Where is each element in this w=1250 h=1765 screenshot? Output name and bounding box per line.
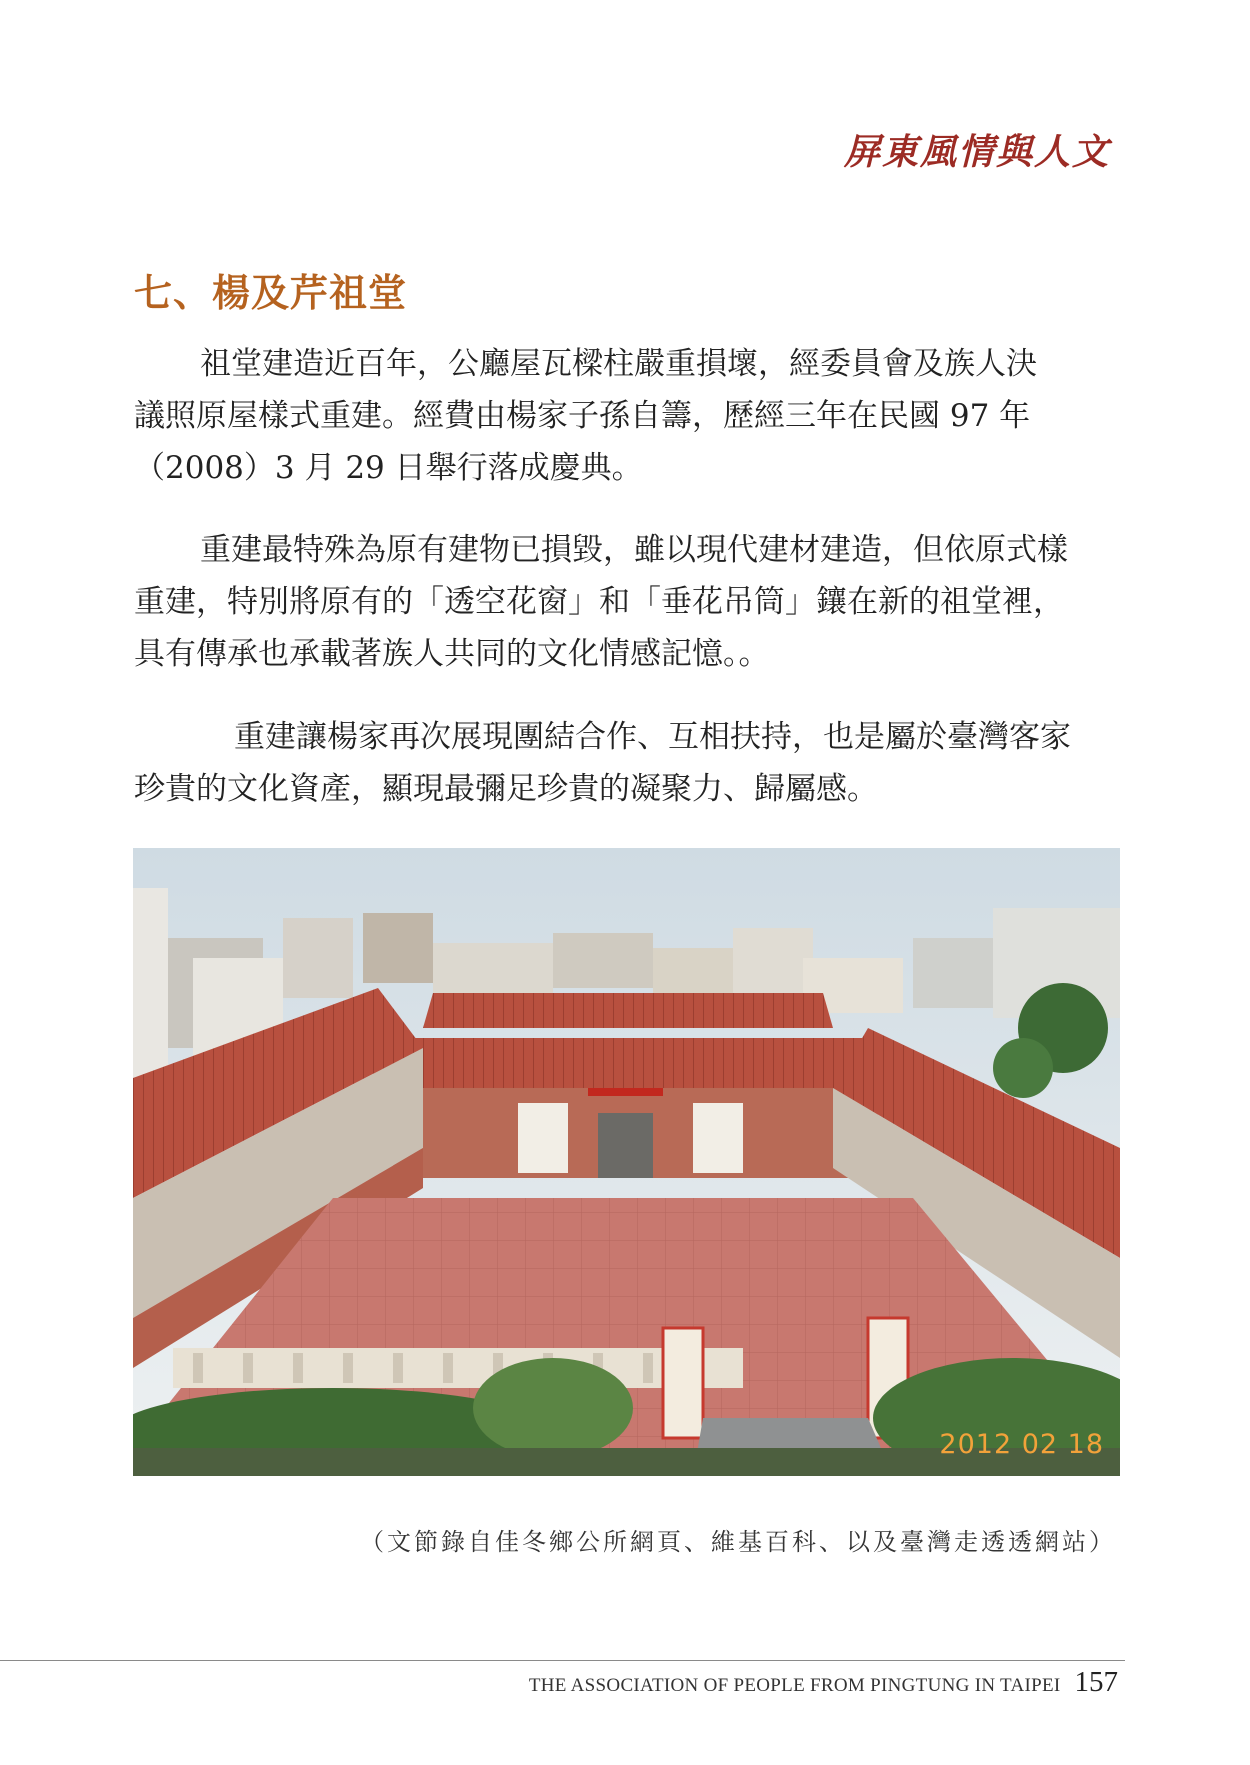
footer-organization: THE ASSOCIATION OF PEOPLE FROM PINGTUNG IN TAIPEI <box>528 1675 1061 1696</box>
paragraph-2 <box>134 524 1119 680</box>
ancestral-hall-photo <box>133 848 1120 1476</box>
footer-rule <box>0 1660 1125 1661</box>
footer <box>529 1666 1118 1699</box>
page-number: 157 <box>1074 1666 1118 1698</box>
paragraph-1 <box>134 338 1119 494</box>
photo-date-stamp: 2012 02 18 <box>939 1429 1104 1460</box>
photo-caption: （文節錄自佳冬鄉公所網頁、維基百科、以及臺灣走透透網站） <box>360 1528 1116 1556</box>
paragraph-1-line-3: （2008）3 月 29 日舉行落成慶典。 <box>134 450 643 486</box>
paragraph-3 <box>134 711 1119 815</box>
paragraph-2-line-3: 具有傳承也承載著族人共同的文化情感記憶。。 <box>134 636 770 672</box>
paragraph-3-line-1: 重建讓楊家再次展現團結合作、互相扶持，也是屬於臺灣客家 <box>234 719 1071 755</box>
paragraph-2-line-1: 重建最特殊為原有建物已損毀，雖以現代建材建造，但依原式樣 <box>200 532 1068 568</box>
paragraph-3-line-2: 珍貴的文化資產，顯現最彌足珍貴的凝聚力、歸屬感。 <box>134 771 878 807</box>
ancestral-hall-illustration <box>133 848 1120 1476</box>
paragraph-2-line-2: 重建，特別將原有的「透空花窗」和「垂花吊筒」鑲在新的祖堂裡， <box>134 584 1064 620</box>
paragraph-1-line-2: 議照原屋樣式重建。經費由楊家子孫自籌，歷經三年在民國 97 年 <box>134 398 1031 434</box>
section-title: 七、楊及芹祖堂 <box>134 271 408 315</box>
paragraph-1-line-1: 祖堂建造近百年，公廳屋瓦樑柱嚴重損壞，經委員會及族人決 <box>200 346 1037 382</box>
running-header: 屏東風情與人文 <box>843 131 1110 173</box>
